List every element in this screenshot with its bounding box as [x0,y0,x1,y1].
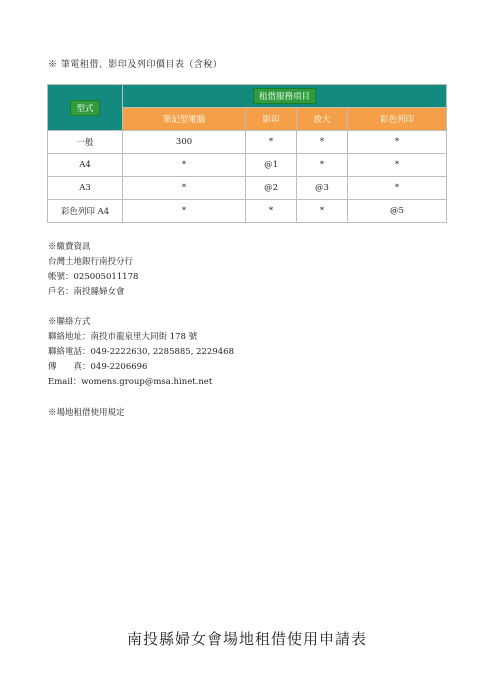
contact-fax: 傳 真：049-2206696 [48,362,148,372]
row-label: 彩色列印 A4 [48,200,123,223]
table-cell: * [347,177,446,200]
column-header-color-print: 彩色列印 [347,108,446,131]
price-table [47,84,447,223]
row-label: 一般 [48,131,123,154]
table-cell: * [297,154,348,177]
table-cell: * [347,131,446,154]
table-row [48,131,447,154]
contact-title: ※聯絡方式 [48,317,91,327]
table-cell: * [123,154,246,177]
table-row [48,200,447,223]
document-title: 南投縣婦女會場地租借使用申請表 [126,630,367,648]
row-label: A3 [48,177,123,200]
service-group-header-cell [123,85,447,108]
type-header-cell [48,85,123,131]
account-holder: 戶名：南投縣婦女會 [48,287,125,297]
contact-section [48,315,234,390]
table-cell: @2 [246,177,297,200]
column-header-laptop: 筆記型電腦 [123,108,246,131]
venue-rules-heading: ※場地租借使用規定 [48,408,125,418]
column-header-enlarge: 放大 [297,108,348,131]
service-group-header-label: 租借服務項目 [253,88,316,104]
account-number: 帳號：025005011178 [48,272,139,282]
table-cell: 300 [123,131,246,154]
type-header-label: 型式 [70,100,99,116]
table-cell: * [297,131,348,154]
table-row [48,177,447,200]
contact-phone: 聯絡電話：049-2222630, 2285885, 2229468 [48,347,234,357]
table-cell: @3 [297,177,348,200]
table-cell: @5 [347,200,446,223]
payment-title: ※繳費資訊 [48,242,91,252]
bank-name: 台灣土地銀行南投分行 [48,257,134,267]
column-header-copy: 影印 [246,108,297,131]
table-row [48,154,447,177]
payment-info-section [48,240,138,300]
table-cell: @1 [246,154,297,177]
table-cell: * [246,131,297,154]
contact-address: 聯絡地址：南投市龍泉里大同街 178 號 [48,332,198,342]
table-cell: * [246,200,297,223]
table-cell: * [123,200,246,223]
contact-email: Email：womens.group@msa.hinet.net [48,377,213,387]
table-cell: * [347,154,446,177]
row-label: A4 [48,154,123,177]
table-cell: * [123,177,246,200]
price-list-heading: ※ 筆電租借、影印及列印價目表（含稅） [48,60,223,70]
table-cell: * [297,200,348,223]
